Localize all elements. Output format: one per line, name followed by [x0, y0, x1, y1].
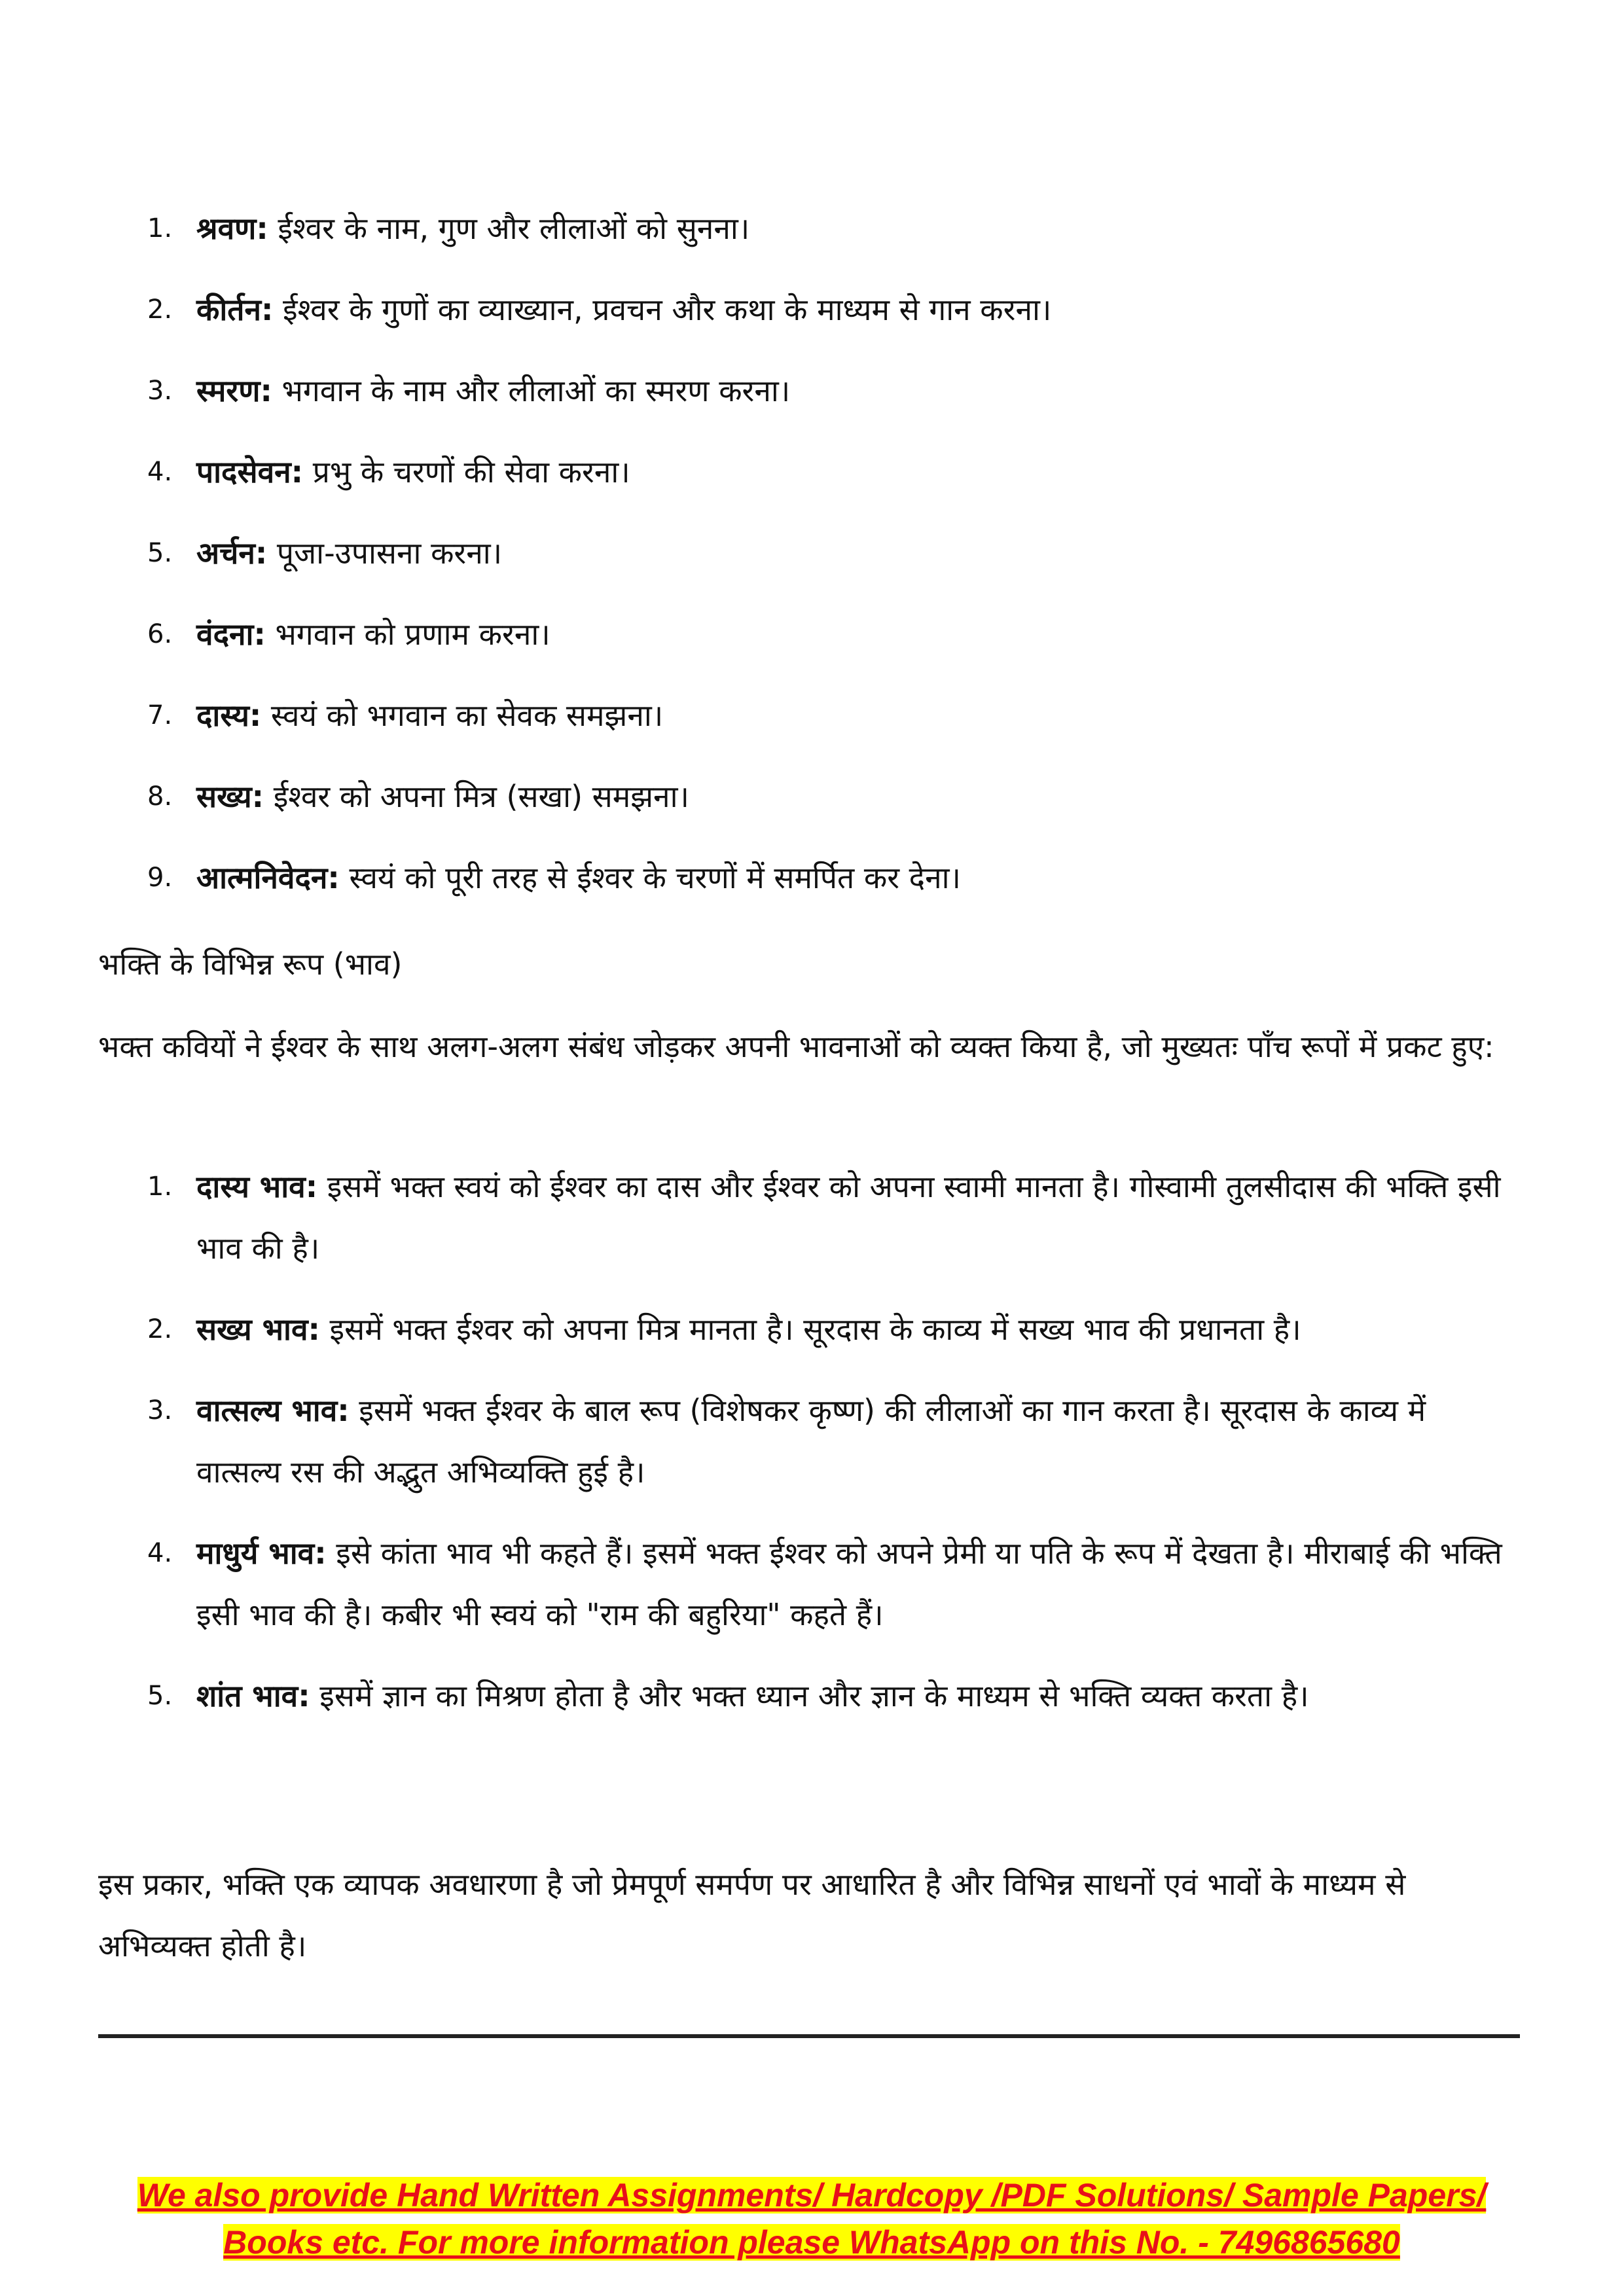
item-number: 3. [147, 376, 173, 406]
item-text: स्वयं को भगवान का सेवक समझना। [261, 698, 664, 733]
item-term: माधुर्य भाव: [196, 1535, 327, 1571]
intro-paragraph: भक्त कवियों ने ईश्वर के साथ अलग-अलग संबंध जोड़कर अपनी भावनाओं को व्यक्त किया है, जो मुख्यतः पाँच रूपों में प्रकट हुए: [98, 1029, 1494, 1064]
sadhana-list [98, 198, 1512, 928]
list-item [98, 1665, 1512, 1727]
list-item [98, 1380, 1512, 1503]
item-term: कीर्तन: [196, 292, 274, 327]
list-item [98, 279, 1512, 360]
list-item [98, 360, 1512, 441]
item-term: दास्य: [196, 698, 262, 733]
item-text: इसमें भक्त ईश्वर के बाल रूप (विशेषकर कृष्ण) की लीलाओं का गान करता है। सूरदास के काव्य में वात्सल्य रस की अद्भुत अभिव्यक्ति हुई है। [196, 1393, 1426, 1490]
item-text: भगवान के नाम और लीलाओं का स्मरण करना। [272, 373, 791, 408]
item-text: इसमें भक्त ईश्वर को अपना मित्र मानता है। सूरदास के काव्य में सख्य भाव की प्रधानता है। [319, 1312, 1301, 1347]
item-text: स्वयं को पूरी तरह से ईश्वर के चरणों में समर्पित कर देना। [339, 860, 961, 895]
item-number: 6. [147, 619, 173, 649]
item-number: 1. [147, 1172, 173, 1202]
item-term: शांत भाव: [196, 1678, 310, 1713]
item-term: सख्य भाव: [196, 1312, 320, 1347]
item-text: इसमें भक्त स्वयं को ईश्वर का दास और ईश्वर को अपना स्वामी मानता है। गोस्वामी तुलसीदास की भक्ति इसी भाव की है। [196, 1169, 1501, 1266]
item-number: 2. [147, 295, 173, 325]
item-term: स्मरण: [196, 373, 272, 408]
item-number: 1. [147, 213, 173, 243]
item-term: आत्मनिवेदन: [196, 860, 340, 895]
list-item [98, 766, 1512, 847]
list-item [98, 522, 1512, 603]
item-text: भगवान को प्रणाम करना। [265, 617, 550, 652]
item-number: 7. [147, 700, 173, 730]
item-number: 4. [147, 1538, 173, 1568]
list-item [98, 603, 1512, 685]
item-number: 2. [147, 1314, 173, 1344]
item-term: पादसेवन: [196, 454, 304, 490]
item-number: 3. [147, 1395, 173, 1426]
conclusion-paragraph: इस प्रकार, भक्ति एक व्यापक अवधारणा है जो प्रेमपूर्ण समर्पण पर आधारित है और विभिन्न साधनों एवं भावों के माध्यम से अभिव्यक्त होती है। [98, 1867, 1406, 1964]
item-number: 9. [147, 863, 173, 893]
item-term: दास्य भाव: [196, 1169, 318, 1204]
item-term: वंदना: [196, 617, 266, 652]
item-number: 5. [147, 1681, 173, 1711]
list-item [98, 1156, 1512, 1279]
list-item [98, 198, 1512, 279]
item-text: इसमें ज्ञान का मिश्रण होता है और भक्त ध्यान और ज्ञान के माध्यम से भक्ति व्यक्त करता है। [310, 1678, 1309, 1713]
item-term: अर्चन: [196, 535, 268, 571]
item-number: 8. [147, 781, 173, 812]
item-text: ईश्वर को अपना मित्र (सखा) समझना। [264, 779, 689, 814]
item-number: 4. [147, 457, 173, 487]
item-term: वात्सल्य भाव: [196, 1393, 350, 1428]
horizontal-divider [98, 2034, 1520, 2038]
item-text: पूजा-उपासना करना। [267, 535, 503, 571]
list-item [98, 441, 1512, 522]
promo-line-1: We also provide Hand Written Assignments/ Hardcopy /PDF Solutions/ Sample Papers/ [137, 2177, 1487, 2214]
list-item [98, 847, 1512, 928]
item-text: इसे कांता भाव भी कहते हैं। इसमें भक्त ईश्वर को अपने प्रेमी या पति के रूप में देखता है। मीराबाई की भक्ति इसी भाव की है। कबीर भी स्वयं को "राम की बहुरिया" कहते हैं। [196, 1535, 1502, 1632]
promo-footer [98, 2172, 1525, 2266]
list-item [98, 1299, 1512, 1360]
item-text: ईश्वर के नाम, गुण और लीलाओं को सुनना। [268, 211, 750, 246]
item-term: श्रवण: [196, 211, 268, 246]
list-item [98, 1522, 1512, 1645]
item-term: सख्य: [196, 779, 264, 814]
bhav-list [98, 1156, 1512, 1746]
list-item [98, 685, 1512, 766]
item-text: प्रभु के चरणों की सेवा करना। [303, 454, 630, 490]
promo-line-2: Books etc. For more information please WhatsApp on this No. - 7496865680 [223, 2224, 1400, 2261]
item-text: ईश्वर के गुणों का व्याख्यान, प्रवचन और कथा के माध्यम से गान करना। [273, 292, 1052, 327]
section-heading: भक्ति के विभिन्न रूप (भाव) [98, 946, 403, 982]
item-number: 5. [147, 538, 173, 568]
